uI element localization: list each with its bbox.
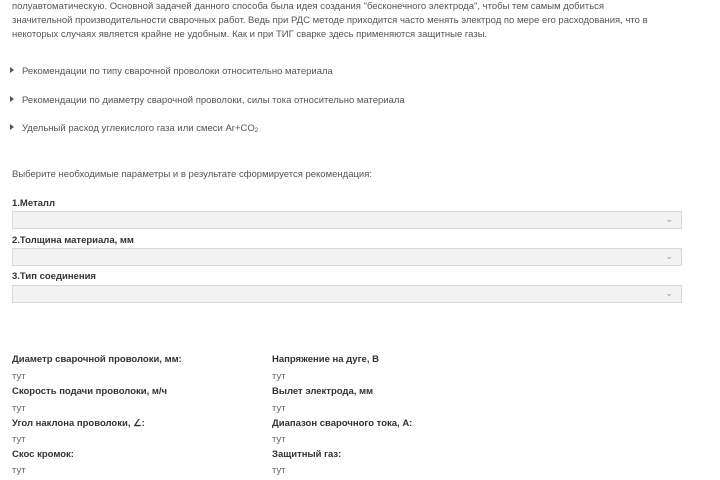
chevron-down-icon: ⌄ [665, 214, 673, 224]
intro-line: полуавтоматическую. Основной задачей данного способа была идея создания "бесконечного электрода", чтобы тем самым добиться [12, 1, 605, 12]
accordion-item-wire-type[interactable] [10, 66, 333, 77]
metal-select[interactable] [12, 211, 682, 229]
stickout-label: Вылет электрода, мм [272, 386, 374, 397]
chevron-down-icon: ⌄ [665, 251, 673, 261]
chevron-down-icon: ⌄ [665, 288, 673, 298]
intro-line: значительной производительности сварочных работ. Ведь при РДС методе приходится часто менять электрод по мере его расходования, что в [12, 15, 648, 26]
current-range-value: тут [272, 434, 286, 445]
subscript: 2 [254, 128, 259, 134]
accordion-item-wire-diameter[interactable] [10, 95, 405, 106]
shield-gas-label: Защитный газ: [272, 449, 342, 460]
arc-voltage-value: тут [272, 371, 286, 382]
arc-voltage-label: Напряжение на дуге, В [272, 354, 379, 365]
form-hint: Выберите необходимые параметры и в результате сформируется рекомендация: [12, 169, 373, 180]
wire-diameter-label: Диаметр сварочной проволоки, мм: [12, 354, 182, 365]
feed-speed-value: тут [12, 403, 26, 414]
wire-angle-value: тут [12, 434, 26, 445]
thickness-select[interactable] [12, 248, 682, 266]
thickness-label: 2.Толщина материала, мм [12, 235, 134, 246]
accordion-item-label: Рекомендации по диаметру сварочной проволоки, силы тока относительно материала [22, 95, 405, 106]
accordion-item-label: Рекомендации по типу сварочной проволоки относительно материала [22, 66, 333, 77]
caret-right-icon [10, 67, 14, 73]
edge-bevel-value: тут [12, 465, 26, 476]
intro-text [12, 0, 712, 42]
stickout-value: тут [272, 403, 286, 414]
joint-type-select[interactable] [12, 285, 682, 303]
shield-gas-value: тут [272, 465, 286, 476]
caret-right-icon [10, 124, 14, 130]
joint-type-label: 3.Тип соединения [12, 271, 96, 282]
accordion-item-gas-consumption[interactable] [10, 123, 258, 134]
wire-diameter-value: тут [12, 371, 26, 382]
intro-line: некоторых случаях является крайне не удобным. Как и при ТИГ сварке здесь применяются защитные газы. [12, 29, 488, 40]
current-range-label: Диапазон сварочного тока, А: [272, 418, 413, 429]
wire-angle-label: Угол наклона проволоки, ∠: [12, 418, 145, 429]
feed-speed-label: Скорость подачи проволоки, м/ч [12, 386, 168, 397]
metal-label: 1.Металл [12, 198, 56, 209]
caret-right-icon [10, 96, 14, 102]
accordion-item-label: Удельный расход углекислого газа или смеси Ar+CO [22, 123, 255, 134]
edge-bevel-label: Скос кромок: [12, 449, 74, 460]
